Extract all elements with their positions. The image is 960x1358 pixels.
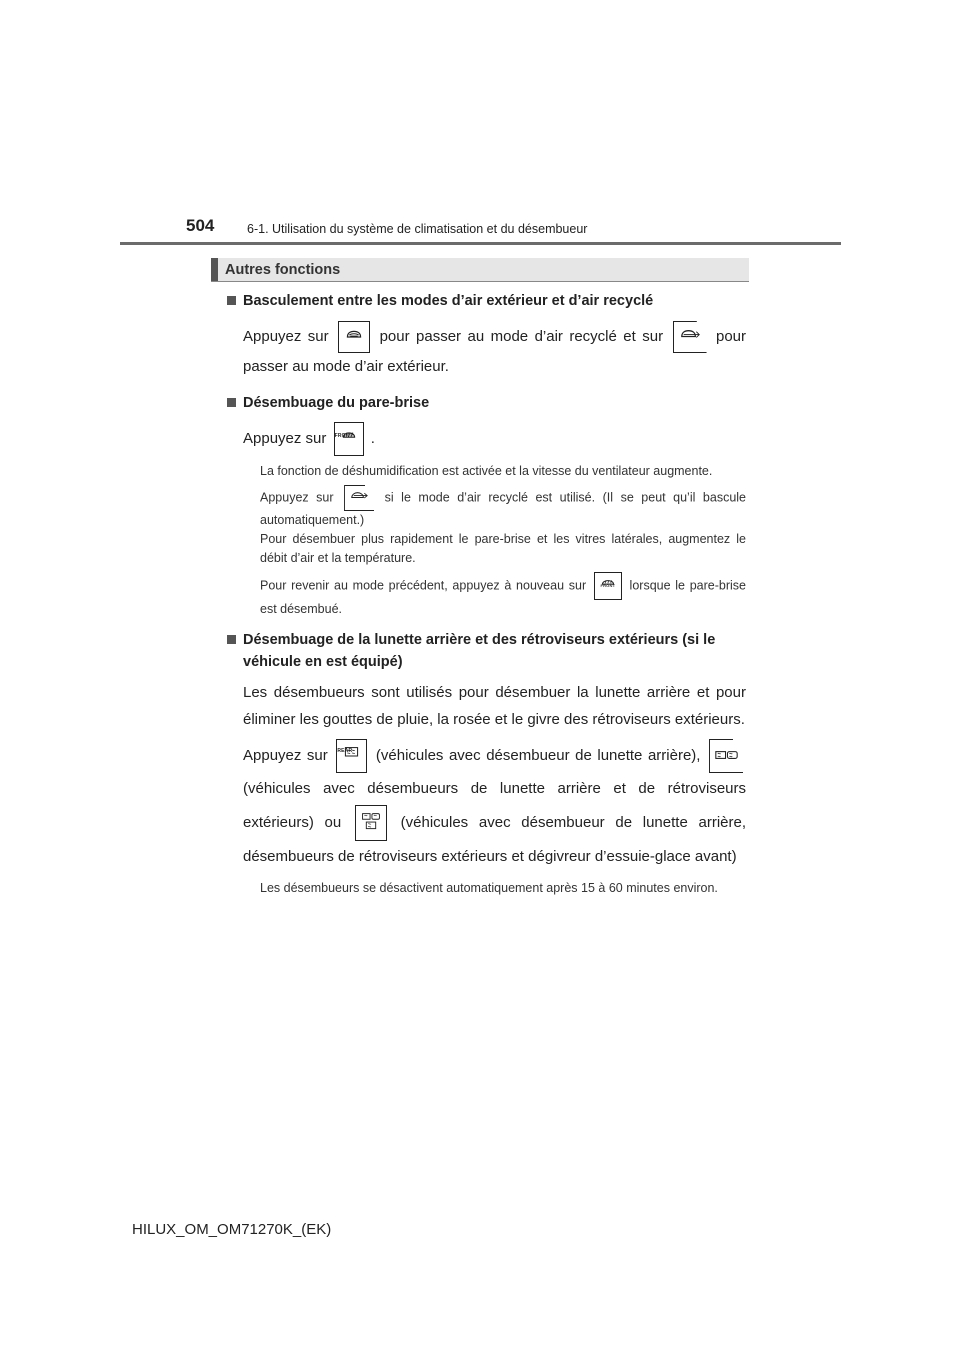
footer-code: HILUX_OM_OM71270K_(EK) [132,1221,332,1238]
section-title: 6-1. Utilisation du système de climatisation et du désembueur [247,222,588,236]
rear-defogger-button-icon [336,739,367,773]
text: (véhicules avec désembueur de lunette arrière, désembueurs de rétroviseurs extérieurs et dégivreur d’essuie-glace avant) [243,813,746,865]
recirculated-air-button-icon [338,321,370,353]
para-air-mode [243,321,746,380]
text: (véhicules avec désembueurs de lunette arrière et de rétroviseurs extérieurs) ou [243,780,746,831]
text: Appuyez sur [243,429,327,447]
heading-rear-defogger: Désembuage de la lunette arrière et des rétroviseurs extérieurs (si le véhicule en est équipé) [226,629,746,673]
front-defogger-button-icon-small [594,572,622,600]
heading-air-mode: Basculement entre les modes d’air extérieur et d’air recyclé [226,290,746,312]
text: (véhicules avec désembueur de lunette arrière), [375,746,701,764]
note-recirculation [260,485,746,530]
box-divider [211,281,749,282]
text: Appuyez sur [243,327,329,345]
front-label: FRONT [334,433,353,439]
note-auto-off: Les désembueurs se désactivent automatiquement après 15 à 60 minutes environ. [260,881,718,895]
front-defogger-button-icon [334,422,364,456]
outside-air-button-icon [673,321,707,353]
outside-air-button-icon-small [344,485,374,511]
front-label-small: FRONT [600,583,616,588]
box-title-text: Autres fonctions [225,262,341,278]
text: Appuyez sur [260,490,334,505]
page-number: 504 [186,216,215,235]
text: pour passer au mode d’air extérieur. [243,327,747,375]
text: lorsque le pare-brise est désembué. [260,578,746,616]
text: Appuyez sur [243,746,328,764]
heading-windshield: Désembuage du pare-brise [226,392,746,414]
text: . [370,429,375,447]
rear-label: REAR [337,748,353,754]
note-dehumidify: La fonction de déshumidification est activée et la vitesse du ventilateur augmente. [260,464,713,478]
text: si le mode d’air recyclé est utilisé. (Il se peut qu’il bascule automatiquement.) [260,490,746,527]
note-faster: Pour désembuer plus rapidement le pare-brise et les vitres latérales, augmentez le débit d’air et la température. [260,532,746,565]
para-rear-defogger-desc: Les désembueurs sont utilisés pour désembuer la lunette arrière et pour éliminer les gouttes de pluie, la rosée et le givre des rétroviseurs extérieurs. [243,684,746,728]
box-title [211,258,749,281]
content [226,284,746,898]
para-windshield [243,422,746,456]
header-divider [120,242,841,245]
para-rear-defogger-buttons [243,739,746,873]
text: pour passer au mode d’air recyclé et sur [379,327,664,345]
rear-mirror-wiper-defogger-button-icon [355,805,387,841]
rear-and-mirror-defogger-button-icon [709,739,743,773]
note-return [260,572,746,619]
text: Pour revenir au mode précédent, appuyez à nouveau sur [260,578,587,593]
